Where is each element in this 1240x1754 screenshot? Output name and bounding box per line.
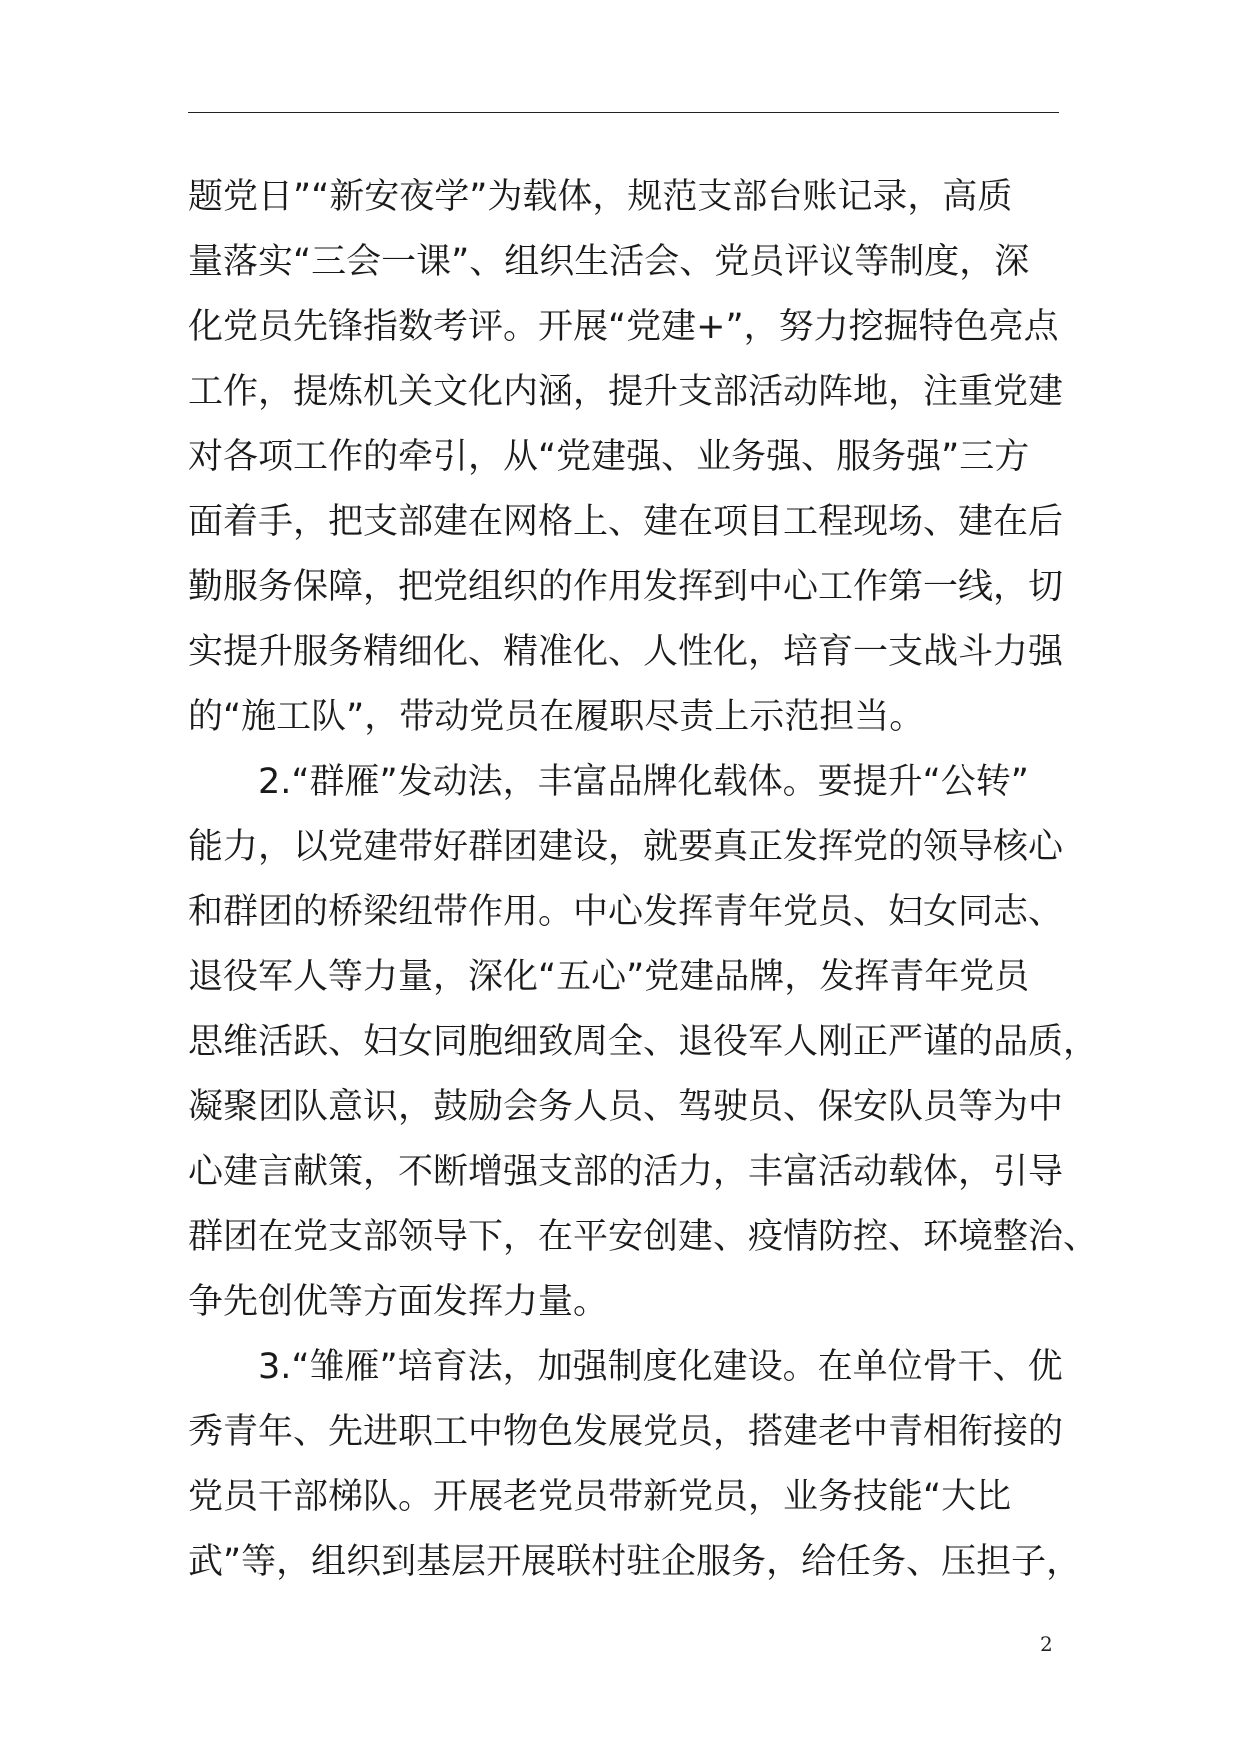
text-line: 凝聚团队意识，鼓励会务人员、驾驶员、保安队员等为中 — [188, 1087, 1064, 1127]
text-line: 党员干部梯队。开展老党员带新党员，业务技能“大比 — [188, 1477, 1012, 1517]
header-rule — [188, 112, 1059, 113]
text-line: 秀青年、先进职工中物色发展党员，搭建老中青相衔接的 — [188, 1412, 1064, 1452]
text-line: 群团在党支部领导下，在平安创建、疫情防控、环境整治、 — [188, 1217, 1099, 1257]
text-line: 化党员先锋指数考评。开展“党建+”，努力挖掘特色亮点 — [188, 307, 1059, 347]
text-line: 面着手，把支部建在网格上、建在项目工程现场、建在后 — [188, 502, 1064, 542]
text-line: 工作，提炼机关文化内涵，提升支部活动阵地，注重党建 — [188, 372, 1064, 412]
text-line: 对各项工作的牵引，从“党建强、业务强、服务强”三方 — [188, 437, 1030, 477]
document-body — [188, 165, 1099, 1595]
text-line: 和群团的桥梁纽带作用。中心发挥青年党员、妇女同志、 — [188, 892, 1064, 932]
text-line: 实提升服务精细化、精准化、人性化，培育一支战斗力强 — [188, 632, 1064, 672]
page-number: 2 — [1040, 1632, 1053, 1656]
text-line: 勤服务保障，把党组织的作用发挥到中心工作第一线，切 — [188, 567, 1064, 607]
text-line: 的“施工队”，带动党员在履职尽责上示范担当。 — [188, 697, 925, 737]
text-line: 退役军人等力量，深化“五心”党建品牌，发挥青年党员 — [188, 957, 1030, 997]
text-line: 量落实“三会一课”、组织生活会、党员评议等制度，深 — [188, 242, 1030, 282]
paragraph-heading-line: 2.“群雁”发动法，丰富品牌化载体。要提升“公转” — [258, 762, 1029, 802]
text-line: 题党日”“新安夜学”为载体，规范支部台账记录，高质 — [188, 177, 1013, 217]
paragraph-heading-line: 3.“雏雁”培育法，加强制度化建设。在单位骨干、优 — [258, 1347, 1063, 1387]
text-line: 争先创优等方面发挥力量。 — [188, 1282, 609, 1322]
text-line: 武”等，组织到基层开展联村驻企服务，给任务、压担子， — [188, 1542, 1082, 1582]
text-line: 心建言献策，不断增强支部的活力，丰富活动载体，引导 — [188, 1152, 1064, 1192]
text-line: 思维活跃、妇女同胞细致周全、退役军人刚正严谨的品质， — [188, 1022, 1099, 1062]
text-line: 能力，以党建带好群团建设，就要真正发挥党的领导核心 — [188, 827, 1064, 867]
